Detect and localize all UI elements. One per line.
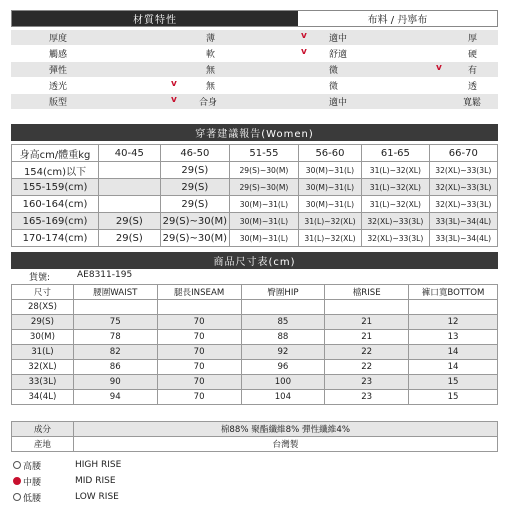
material-row: [11, 78, 498, 93]
item-number-label: 貨號:: [29, 273, 51, 283]
fit-cell: 30(M)~31(L): [230, 213, 299, 230]
size-cell: 13: [409, 330, 498, 345]
fit-header-cell: 56-60: [298, 145, 361, 162]
rise-option: [13, 474, 116, 488]
size-cell: [157, 300, 241, 315]
rise-option: [13, 490, 119, 504]
size-cell: 75: [73, 315, 157, 330]
material-rows: [11, 30, 498, 110]
fit-header-cell: 身高cm/體重kg: [12, 145, 99, 162]
fit-header-cell: 46-50: [160, 145, 229, 162]
size-cell: 30(M): [12, 330, 74, 345]
fit-cell: 29(S): [160, 196, 229, 213]
material-attr-name: 透光: [49, 82, 68, 92]
size-row: [12, 360, 498, 375]
material-option-c: 硬: [468, 50, 478, 60]
fit-cell: 30(M)~31(L): [298, 179, 361, 196]
size-cell: 29(S): [12, 315, 74, 330]
fit-cell: 170-174(cm): [12, 230, 99, 247]
fit-row: [12, 213, 498, 230]
fit-cell: 154(cm)以下: [12, 162, 99, 179]
fabric-label: 布料 / 丹寧布: [367, 15, 428, 26]
size-cell: 12: [409, 315, 498, 330]
size-cell: 70: [157, 390, 241, 405]
size-cell: 70: [157, 345, 241, 360]
size-cell: 70: [157, 360, 241, 375]
material-option-a: 無: [206, 82, 216, 92]
size-cell: 33(3L): [12, 375, 74, 390]
fit-cell: 30(M)~31(L): [298, 162, 361, 179]
fit-cell: [99, 196, 161, 213]
size-cell: 86: [73, 360, 157, 375]
fit-title: 穿著建議報告(Women): [11, 124, 498, 141]
size-cell: 28(XS): [12, 300, 74, 315]
size-cell: 22: [325, 345, 409, 360]
material-option-c: 有: [468, 66, 478, 76]
fit-cell: 29(S)~30(M): [160, 230, 229, 247]
check-mark-icon: v: [171, 79, 177, 89]
size-cell: 23: [325, 390, 409, 405]
fit-header-cell: 61-65: [362, 145, 429, 162]
material-option-c: 寬鬆: [463, 98, 482, 108]
fit-cell: 33(3L)~34(4L): [429, 230, 497, 247]
fit-cell: 165-169(cm): [12, 213, 99, 230]
material-attr-name: 觸感: [49, 50, 68, 60]
size-cell: 70: [157, 375, 241, 390]
size-cell: 21: [325, 330, 409, 345]
rise-label-zh: 高腰: [23, 461, 42, 472]
size-cell: 82: [73, 345, 157, 360]
fit-cell: 29(S): [99, 230, 161, 247]
origin-label: 產地: [12, 437, 74, 452]
item-number-row: [11, 270, 498, 283]
size-cell: 21: [325, 315, 409, 330]
material-option-b: 舒適: [329, 50, 348, 60]
material-row: [11, 30, 498, 45]
fit-header-cell: 40-45: [99, 145, 161, 162]
fit-cell: 30(M)~31(L): [230, 230, 299, 247]
material-row: [11, 46, 498, 61]
size-cell: 32(XL): [12, 360, 74, 375]
fit-cell: 30(M)~31(L): [298, 196, 361, 213]
item-number: AE8311-195: [77, 270, 133, 280]
fit-cell: 31(L)~32(XL): [362, 179, 429, 196]
radio-empty-icon: [13, 461, 21, 469]
fit-cell: 29(S)~30(M): [230, 179, 299, 196]
check-mark-icon: v: [301, 31, 307, 41]
fit-row: [12, 230, 498, 247]
size-header-cell: 腰圍WAIST: [73, 285, 157, 300]
material-option-a: 合身: [199, 98, 218, 108]
size-header-cell: 尺寸: [12, 285, 74, 300]
fit-header-cell: 66-70: [429, 145, 497, 162]
size-table: [11, 284, 498, 405]
size-cell: 23: [325, 375, 409, 390]
size-row: [12, 390, 498, 405]
fit-cell: 31(L)~32(XL): [298, 230, 361, 247]
fit-cell: 32(XL)~33(3L): [362, 230, 429, 247]
size-cell: 78: [73, 330, 157, 345]
rise-option: [13, 458, 121, 472]
fit-cell: 33(3L)~34(4L): [429, 213, 497, 230]
size-cell: 22: [325, 360, 409, 375]
size-cell: 70: [157, 315, 241, 330]
material-option-b: 微: [329, 66, 339, 76]
size-cell: [409, 300, 498, 315]
material-attr-name: 厚度: [49, 34, 68, 44]
material-option-c: 透: [468, 82, 478, 92]
fit-cell: [99, 162, 161, 179]
material-row: [11, 62, 498, 77]
material-section: [11, 10, 498, 27]
fit-table-wrap: [11, 144, 498, 247]
size-cell: 94: [73, 390, 157, 405]
size-header-cell: 褲口寬BOTTOM: [409, 285, 498, 300]
fit-cell: 32(XL)~33(3L): [429, 162, 497, 179]
composition-label: 成分: [12, 422, 74, 437]
size-cell: 15: [409, 390, 498, 405]
fit-cell: 31(L)~32(XL): [298, 213, 361, 230]
rise-label-en: HIGH RISE: [75, 460, 122, 470]
size-row: [12, 345, 498, 360]
size-row: [12, 330, 498, 345]
fit-cell: 31(L)~32(XL): [362, 196, 429, 213]
size-cell: 104: [241, 390, 325, 405]
fit-cell: 29(S)~30(M): [230, 162, 299, 179]
size-cell: [73, 300, 157, 315]
material-option-a: 無: [206, 66, 216, 76]
size-header-cell: 臀圍HIP: [241, 285, 325, 300]
rise-label-en: MID RISE: [75, 476, 116, 486]
material-option-a: 薄: [206, 34, 216, 44]
size-row: [12, 315, 498, 330]
fit-row: [12, 162, 498, 179]
material-option-b: 適中: [329, 34, 348, 44]
size-cell: 88: [241, 330, 325, 345]
fit-cell: 31(L)~32(XL): [362, 162, 429, 179]
size-table-wrap: [11, 284, 498, 405]
size-cell: [241, 300, 325, 315]
size-cell: 92: [241, 345, 325, 360]
size-cell: 14: [409, 345, 498, 360]
fit-cell: 29(S)~30(M): [160, 213, 229, 230]
size-cell: 34(4L): [12, 390, 74, 405]
fit-table: [11, 144, 498, 247]
radio-empty-icon: [13, 493, 21, 501]
fit-cell: 160-164(cm): [12, 196, 99, 213]
check-mark-icon: v: [436, 63, 442, 73]
size-cell: 100: [241, 375, 325, 390]
rise-label-zh: 低腰: [23, 493, 42, 504]
material-option-b: 適中: [329, 98, 348, 108]
material-attr-name: 彈性: [49, 66, 68, 76]
material-title: 材質特性: [12, 11, 298, 26]
material-option-c: 厚: [468, 34, 478, 44]
check-mark-icon: v: [171, 95, 177, 105]
material-attr-name: 版型: [49, 98, 68, 108]
fit-cell: 155-159(cm): [12, 179, 99, 196]
fit-row: [12, 179, 498, 196]
size-cell: 15: [409, 375, 498, 390]
rise-label-en: LOW RISE: [75, 492, 119, 502]
size-cell: 90: [73, 375, 157, 390]
size-cell: 96: [241, 360, 325, 375]
fit-cell: 29(S): [160, 179, 229, 196]
fit-cell: 29(S): [160, 162, 229, 179]
size-row: [12, 375, 498, 390]
size-cell: 31(L): [12, 345, 74, 360]
fit-cell: 30(M)~31(L): [230, 196, 299, 213]
fit-cell: 32(XL)~33(3L): [429, 196, 497, 213]
rise-label-zh: 中腰: [23, 477, 42, 488]
fit-header-cell: 51-55: [230, 145, 299, 162]
check-mark-icon: v: [301, 47, 307, 57]
material-row: [11, 94, 498, 109]
size-cell: [325, 300, 409, 315]
material-option-a: 軟: [206, 50, 216, 60]
composition-value: 棉88% 聚酯纖維8% 彈性纖維4%: [73, 422, 497, 437]
size-header-cell: 檔RISE: [325, 285, 409, 300]
fit-cell: 32(XL)~33(3L): [429, 179, 497, 196]
origin-value: 台灣製: [73, 437, 497, 452]
size-cell: 70: [157, 330, 241, 345]
size-cell: 85: [241, 315, 325, 330]
fit-row: [12, 196, 498, 213]
size-cell: 14: [409, 360, 498, 375]
fit-cell: 29(S): [99, 213, 161, 230]
material-option-b: 微: [329, 82, 339, 92]
fit-cell: 32(XL)~33(3L): [362, 213, 429, 230]
size-row: [12, 300, 498, 315]
size-notes: [11, 421, 498, 452]
size-header-cell: 腿長INSEAM: [157, 285, 241, 300]
fit-cell: [99, 179, 161, 196]
radio-selected-icon: [13, 477, 21, 485]
size-title: 商品尺寸表(cm): [11, 252, 498, 269]
